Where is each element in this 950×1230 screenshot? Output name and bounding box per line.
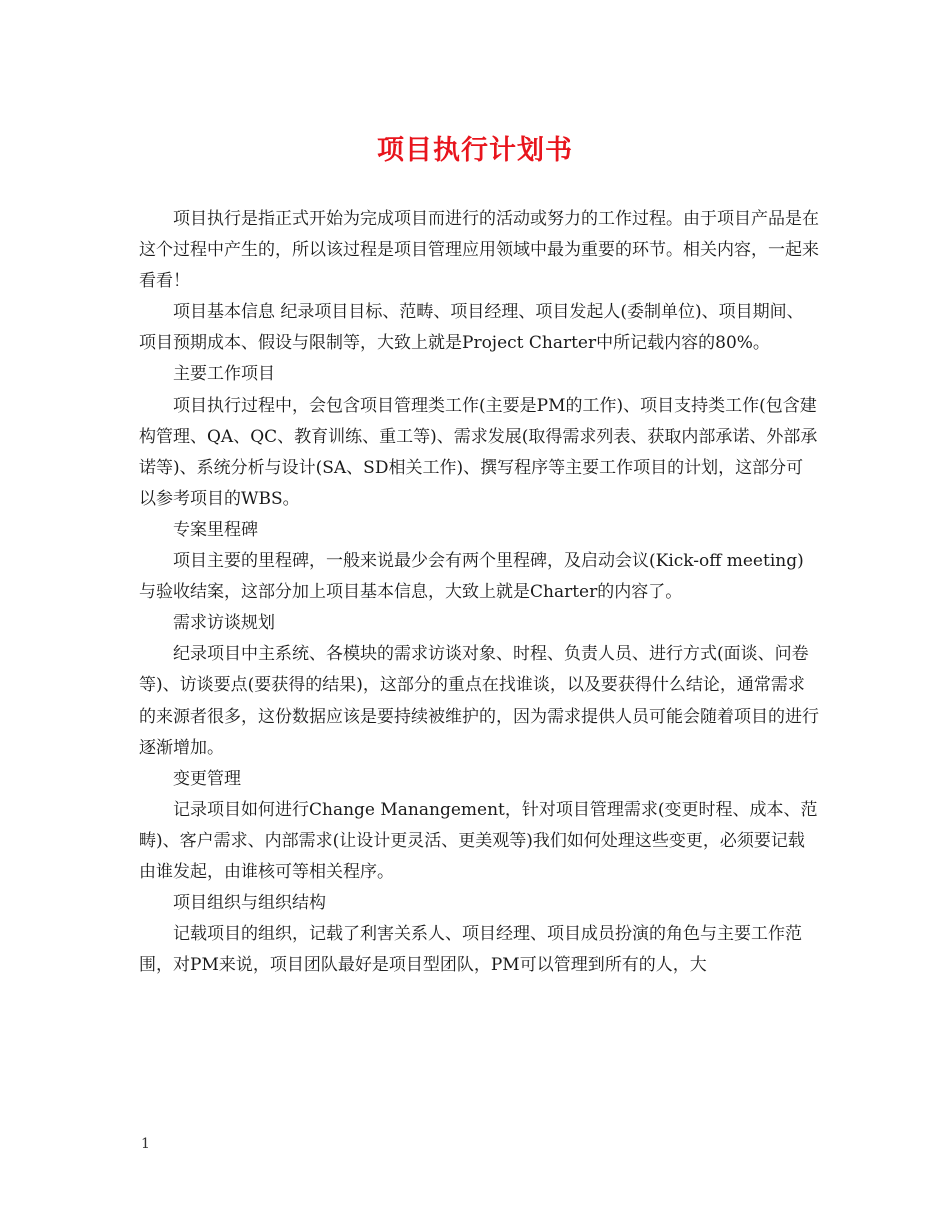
page-title: 项目执行计划书 — [377, 135, 573, 166]
paragraph-milestones: 项目主要的里程碑，一般来说最少会有两个里程碑，及启动会议(Kick-off meeting)与验收结案，这部分加上项目基本信息，大致上就是Charter的内容了。 — [139, 551, 804, 603]
paragraph-organization: 记载项目的组织，记载了利害关系人、项目经理、项目成员扮演的角色与主要工作范围，对PM来说，项目团队最好是项目型团队，PM可以管理到所有的人，大 — [139, 924, 802, 976]
paragraph-intro: 项目执行是指正式开始为完成项目而进行的活动或努力的工作过程。由于项目产品是在这个过程中产生的，所以该过程是项目管理应用领域中最为重要的环节。相关内容，一起来看看！ — [139, 209, 819, 292]
paragraph-basic-info: 项目基本信息 纪录项目目标、范畴、项目经理、项目发起人(委制单位)、项目期间、项目预期成本、假设与限制等，大致上就是Project Charter中所记载内容的80%。 — [139, 302, 804, 354]
section-heading-change-management: 变更管理 — [173, 768, 241, 789]
paragraph-requirements-interview: 纪录项目中主系统、各模块的需求访谈对象、时程、负责人员、进行方式(面谈、问卷等)、访谈要点(要获得的结果)，这部分的重点在找谁谈，以及要获得什么结论，通常需求的来源者很多，这份数据应该是要持续被维护的，因为需求提供人员可能会随着项目的进行逐渐增加。 — [139, 644, 819, 758]
section-heading-requirements-interview: 需求访谈规划 — [173, 613, 275, 634]
page-number: 1 — [141, 1136, 150, 1152]
section-heading-main-work: 主要工作项目 — [173, 364, 275, 385]
paragraph-change-management: 记录项目如何进行Change Manangement，针对项目管理需求(变更时程、成本、范畴)、客户需求、内部需求(让设计更灵活、更美观等)我们如何处理这些变更，必须要记载由谁发起，由谁核可等相关程序。 — [139, 799, 818, 882]
paragraph-main-work: 项目执行过程中，会包含项目管理类工作(主要是PM的工作)、项目支持类工作(包含建构管理、QA、QC、教育训练、重工等)、需求发展(取得需求列表、获取内部承诺、外部承诺等)、系统分析与设计(SA、SD相关工作)、撰写程序等主要工作项目的计划，这部分可以参考项目的WBS。 — [139, 395, 818, 509]
document-body — [139, 204, 819, 981]
section-heading-milestones: 专案里程碑 — [173, 519, 258, 540]
section-heading-organization: 项目组织与组织结构 — [173, 893, 326, 914]
